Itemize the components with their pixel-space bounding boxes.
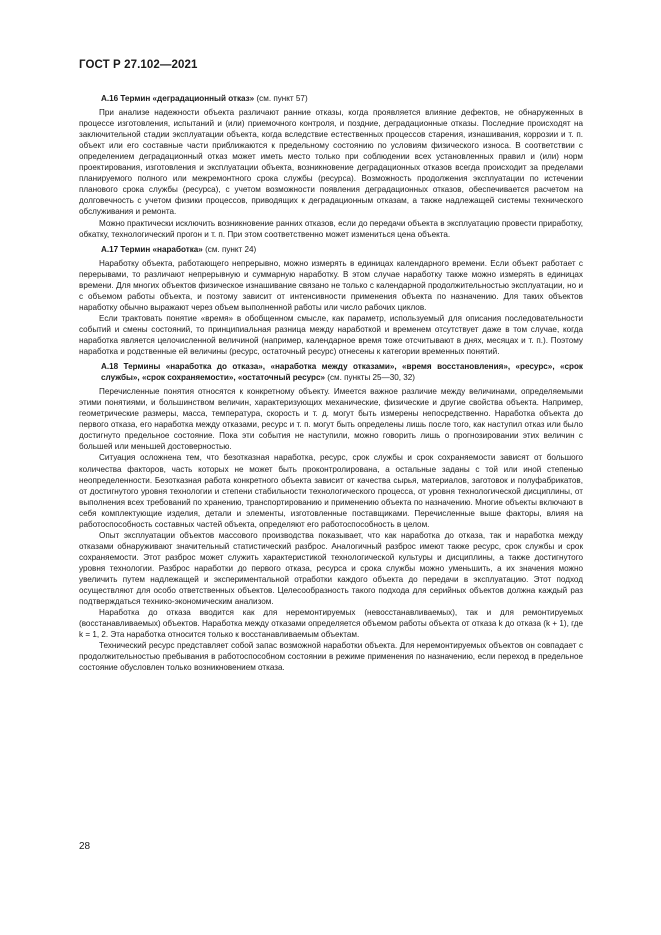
heading-ref: (см. пункты 25—30, 32) bbox=[325, 373, 415, 383]
page-number: 28 bbox=[79, 841, 91, 852]
paragraph: Перечисленные понятия относятся к конкретному объекту. Имеется важное различие между величинами, определяемыми этими понятиями, и большинством величин, характеризующих механические, физические и другие свойства объекта. Например, геометрические размеры, масса, температура, скорость и т. д. могут быть измерены непосредственно. Наработка объекта до первого отказа, его наработка между отказами, ресурс и т. п. могут быть определены лишь после того, как наступил отказ или было достигнуто предельное состояние. Пока эти события не наступили, можно говорить лишь о прогнозировании этих величин с большей или меньшей достоверностью. bbox=[79, 387, 583, 452]
heading-title: А.16 Термин «деградационный отказ» bbox=[101, 94, 255, 103]
heading-title: А.17 Термин «наработка» bbox=[101, 244, 203, 254]
paragraph: Ситуация осложнена тем, что безотказная наработка, ресурс, срок службы и срок сохраняемости зависят от большого количества факторов, часть которых не может быть проконтролирована, а остальные заданы с той или иной степенью неопределенности. Безотказная работа конкретного объекта зависит от качества сырья, материалов, заготовок и полуфабрикатов, от достигнутого уровня технологии и степени стабильности технологического процесса, от уровня технологической дисциплины, от выполнения всех требований по хранению, транспортированию и применению объекта по назначению. Многие объекты включают в себя комплектующие изделия, детали и элементы, изготовленные поставщиками. Перечисленные выше факторы, влияя на работоспособность составных частей объекта, определяют его работоспособность в целом. bbox=[79, 453, 583, 529]
document-header: ГОСТ Р 27.102—2021 bbox=[79, 59, 198, 71]
heading-ref: (см. пункт 24) bbox=[202, 244, 257, 254]
heading-ref: (см. пункт 57) bbox=[254, 94, 308, 103]
paragraph: Наработку объекта, работающего непрерывно, можно измерять в единицах календарного времени. Если объект работает с перерывами, то различают непрерывную и суммарную наработку. В этом случае наработку также можно измерять в единицах времени. Для многих объектов физическое изнашивание связано не только с календарной продолжительностью эксплуатации, но и с объемом работы объекта, и поэтому зависит от интенсивности применения объекта по назначению. Для таких объектов наработку обычно выражают через объем выполненной работы или число рабочих циклов. bbox=[79, 258, 583, 312]
paragraph: Наработка до отказа вводится как для неремонтируемых (невосстанавливаемых), так и для ремонтируемых (восстанавливаемых) объектов. Наработка между отказами определяется объемом работы объекта от отказа k до отказа (k + 1), где k = 1, 2. Эта наработка относится только к восстанавливаемым объектам. bbox=[79, 608, 583, 640]
document-body bbox=[79, 93, 583, 673]
paragraph: Если трактовать понятие «время» в обобщенном смысле, как параметр, используемый для описания последовательности событий и смены состояний, то принципиальная разница между наработкой и временем отсутствует даже в том случае, когда наработка является целочисленной величиной (например, календарное время тоже отсчитывают в днях, месяцах и т. п.). Поэтому наработка и родственные ей величины (ресурс, остаточный ресурс) отнесены к категории временных понятий. bbox=[79, 313, 583, 357]
section-heading-a17 bbox=[79, 244, 583, 255]
paragraph: Опыт эксплуатации объектов массового производства показывает, что как наработка до отказа, так и наработка между отказами обнаруживают значительный статистический разброс. Аналогичный разброс имеют также ресурс, срок службы и срок сохраняемости. Этот разброс может служить характеристикой технологической культуры и дисциплины, а также достигнутого уровня технологии. Разброс наработки до первого отказа, ресурса и срока службы можно уменьшить, а их значения можно увеличить путем надлежащей и экспериментальной отработки каждого объекта до передачи в эксплуатацию. Этот подход осуществляют для особо ответственных объектов. Целесообразность такого подхода для серийных объектов должна каждый раз подтверждаться технико-экономическим анализом. bbox=[79, 530, 583, 607]
heading-title: А.18 Термины «наработка до отказа», «наработка между отказами», «время восстановления», «ресурс», «срок службы», «срок сохраняемости», «остаточный ресурс» bbox=[101, 362, 583, 383]
section-heading-a16 bbox=[79, 93, 583, 104]
paragraph: Технический ресурс представляет собой запас возможной наработки объекта. Для неремонтируемых объектов он совпадает с продолжительностью пребывания в работоспособном состоянии в режиме применения по назначению, если переход в предельное состояние обусловлен только возникновением отказа. bbox=[79, 641, 583, 673]
section-heading-a18 bbox=[79, 361, 583, 383]
paragraph: Можно практически исключить возникновение ранних отказов, если до передачи объекта в эксплуатацию провести приработку, обкатку, технологический прогон и т. п. При этом соответственно может измениться цена объекта. bbox=[79, 218, 583, 239]
paragraph: При анализе надежности объекта различают ранние отказы, когда проявляется влияние дефектов, не обнаруженных в процессе изготовления, испытаний и (или) приемочного контроля, и поздние, деградационные отказы. Последние происходят на заключительной стадии эксплуатации объекта, когда вследствие естественных процессов старения, изнашивания, коррозии и т. п. объект или его составные части приближаются к предельному состоянию по условиям физического износа. В соответствии с определением деградационный отказ может иметь место только при соблюдении всех установленных правил и (или) норм проектирования, изготовления и эксплуатации объекта, возникновение деградационных отказов всегда происходит за пределами планируемого полного или межремонтного срока службы (ресурса). Возможность продолжения эксплуатации по истечении планового срока службы (ресурса), с учетом возможности появления деградационных отказов, обеспечивается расчетом на долговечность с учетом физики процессов, приводящих к деградационным отказам, а также надлежащей системы технического обслуживания и ремонта. bbox=[79, 108, 583, 217]
